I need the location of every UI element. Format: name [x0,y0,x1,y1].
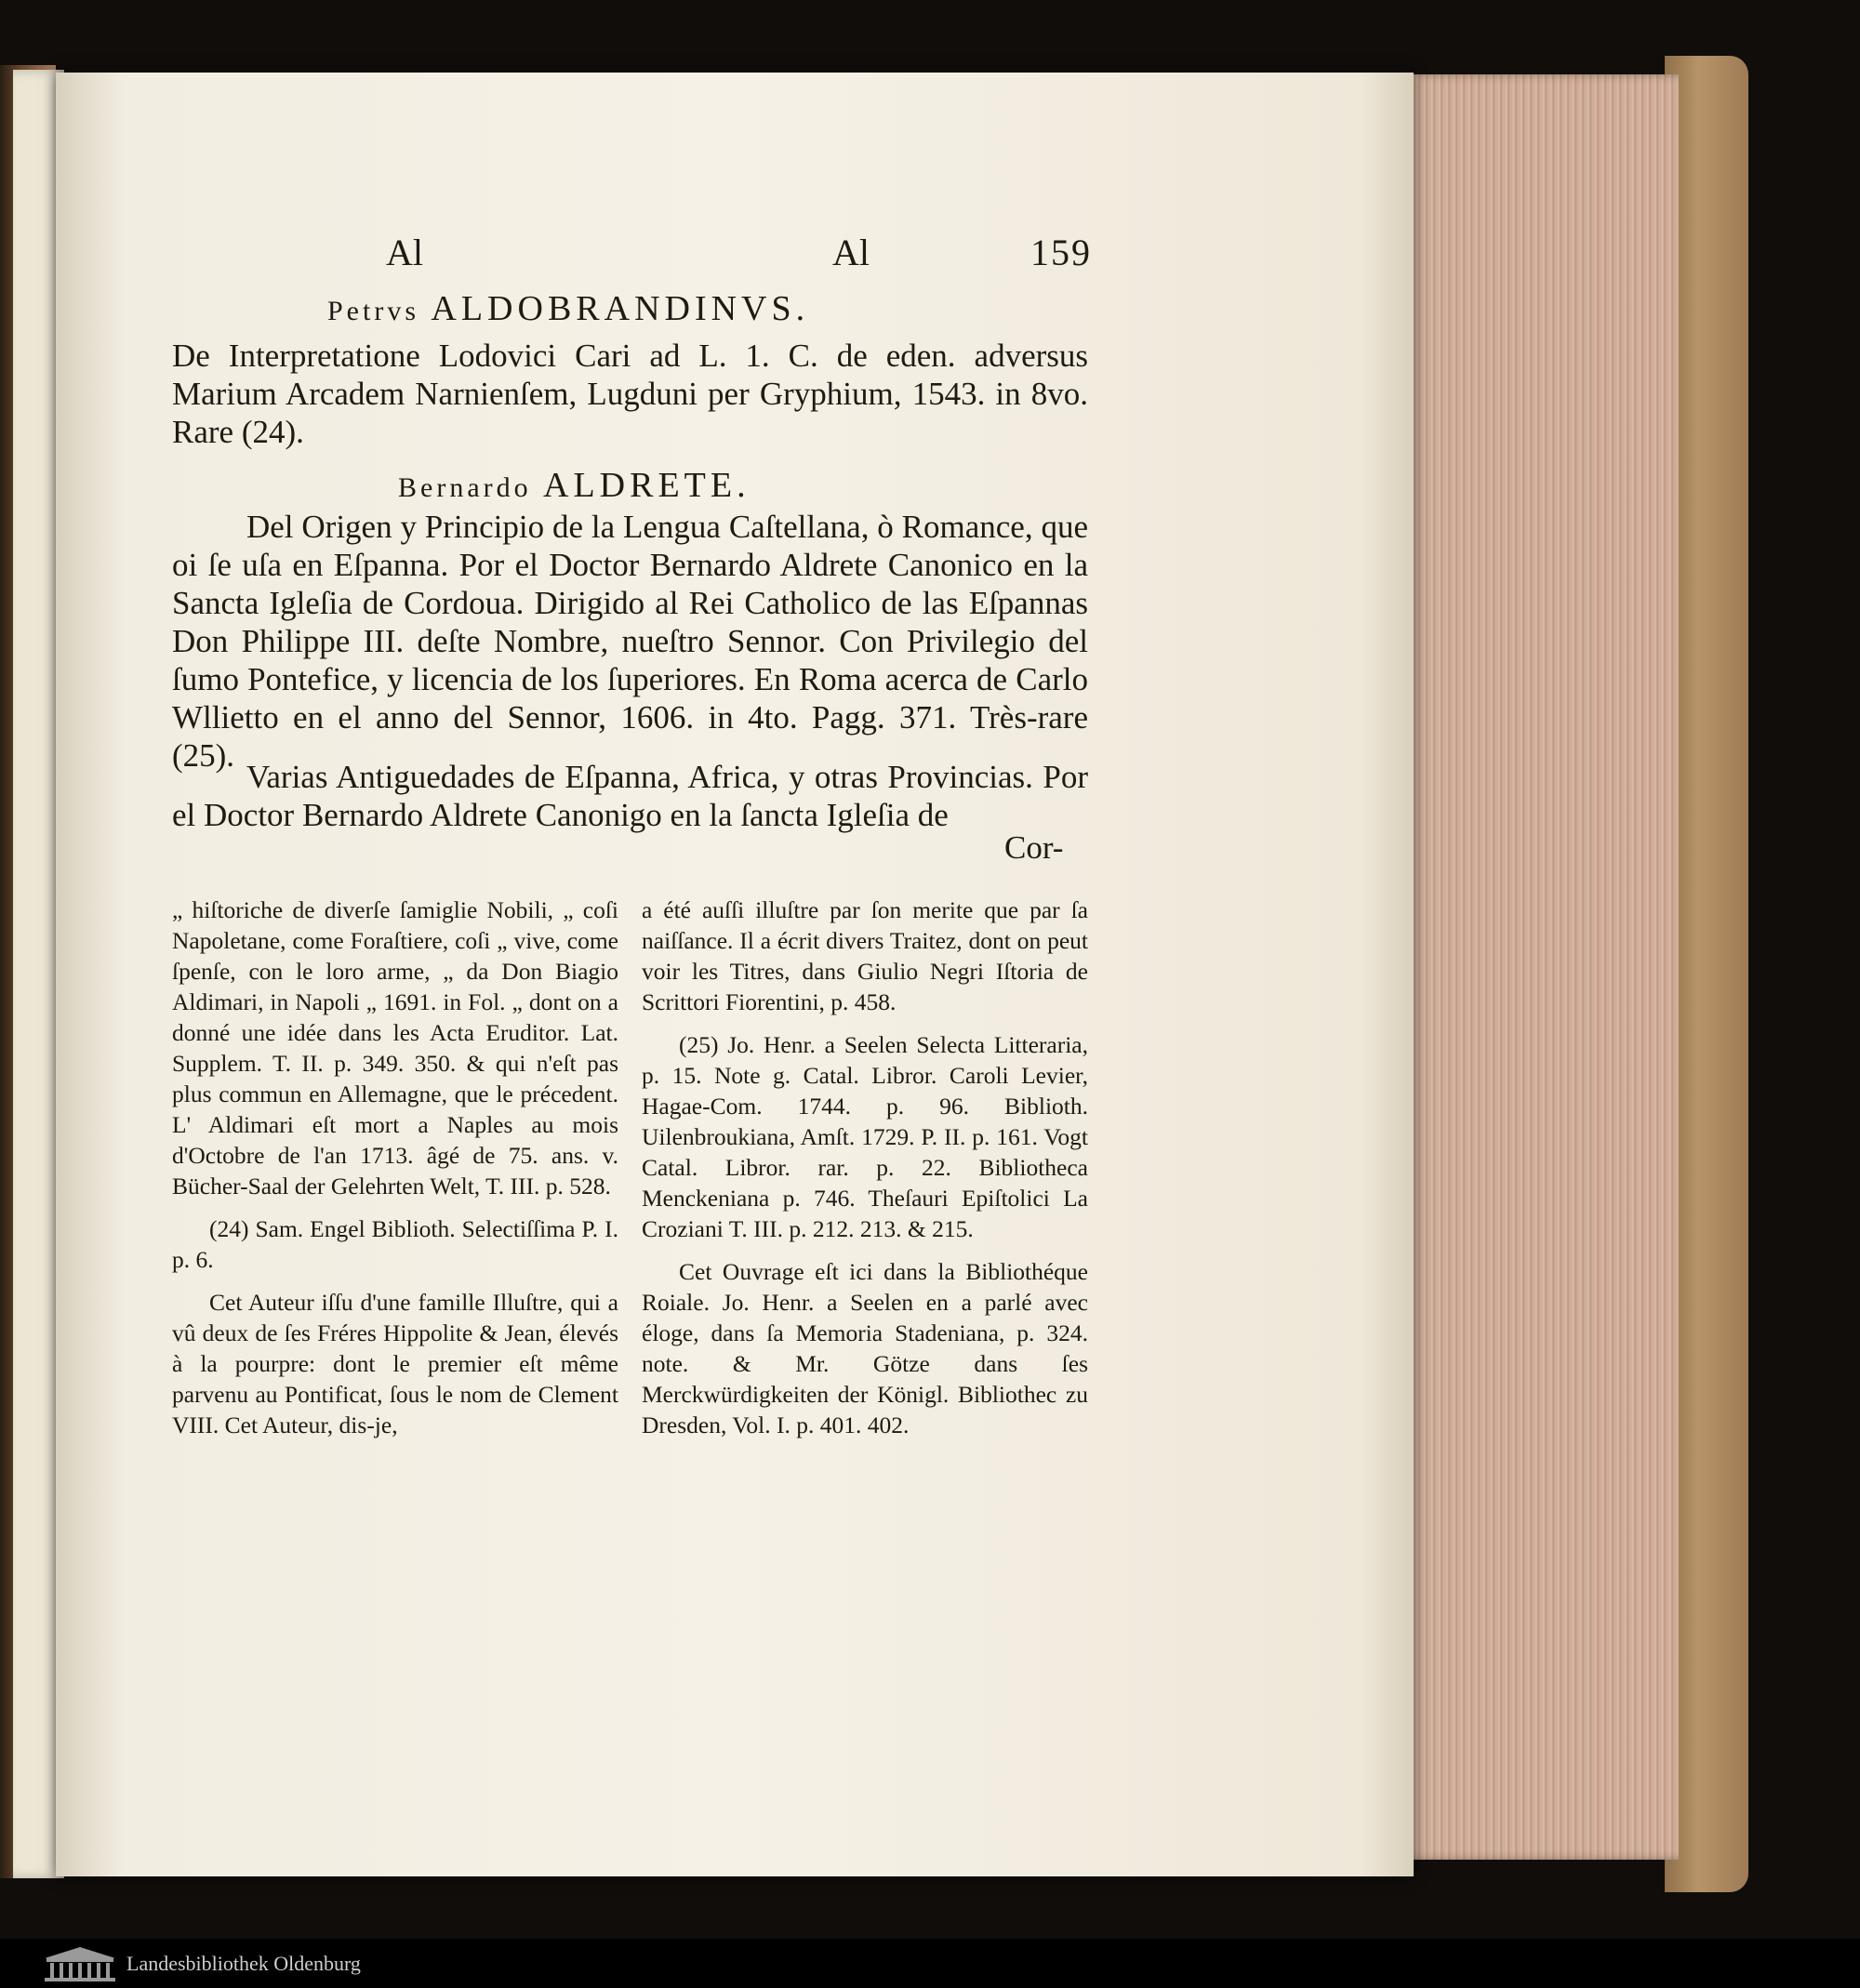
entry-paragraph: De Interpretatione Lodovici Cari ad L. 1. C. de eden. adversus Marium Arcadem Narnienſem, Lugduni per Gryphium, 1543. in 8vo. Rare (24). [172,338,1088,450]
running-head-center: Al [832,232,870,273]
footnotes-right-column [642,895,1088,1452]
page-number: 159 [1030,232,1092,273]
footnote-paragraph: Cet Ouvrage eſt ici dans la Bibliothéque Roiale. Jo. Henr. a Seelen en a parlé avec éloge, dans ſa Memoria Stadeniana, p. 324. note. & Mr. Götze dans ſes Merckwürdigkeiten der Königl. Bibliothec zu Dresden, Vol. I. p. 401. 402. [642,1258,1088,1438]
footnote-paragraph: „ hiſtoriche de diverſe ſamiglie Nobili, „ coſi Napoletane, come Foraſtiere, coſi „ vive, come ſpenſe, con le loro arme, „ da Don Biagio Aldimari, in Napoli „ 1691. in Fol. „ dont on a donné une idée dans les Acta Eruditor. Lat. Supplem. T. II. p. 349. 350. & qui n'eſt pas plus commun en Allemagne, que le précedent. L' Aldimari eſt mort a Naples au mois d'Octobre de l'an 1713. âgé de 75. ans. v. Bücher-Saal der Gelehrten Welt, T. III. p. 528. [172,896,618,1199]
footnote-paragraph: (24) Sam. Engel Biblioth. Selectiſſima P. I. p. 6. [172,1215,618,1273]
page-fore-edge [1400,74,1679,1860]
catchword: Cor- [1004,829,1064,866]
entry-title-aldrete [398,465,751,506]
entry-title-main: ALDRETE. [543,466,751,505]
running-head-left: Al [386,232,423,273]
footnote-paragraph: a été auſſi illuſtre par ſon merite que par ſa naiſſance. Il a écrit divers Traitez, dont on peut voir les Titres, dans Giulio Negri Iſtoria de Scrittori Fiorentini, p. 458. [642,896,1088,1015]
entry-title-prefix: Petrvs [327,296,419,326]
footnotes-left-column [172,895,618,1452]
entry-title-aldobrandinus [327,288,809,329]
entry-title-prefix: Bernardo [398,472,532,503]
library-building-icon [37,1945,123,1982]
footer-library-name: Landesbibliothek Oldenburg [126,1952,361,1975]
entry-paragraph: Varias Antiguedades de Eſpanna, Africa, y otras Provincias. Por el Doctor Bernardo Aldrete Canonigo en la ſancta Igleſia de [172,759,1088,833]
footnote-paragraph: Cet Auteur iſſu d'une famille Illuſtre, qui a vû deux de ſes Fréres Hippolite & Jean, élevés à la pourpre: dont le premier eſt même parvenu au Pontificat, ſous le nom de Clement VIII. Cet Auteur, dis-je, [172,1289,618,1438]
entry-paragraph: Del Origen y Principio de la Lengua Caſtellana, ò Romance, que oi ſe uſa en Eſpanna. Por el Doctor Bernardo Aldrete Canonico en la Sancta Igleſia de Cordoua. Dirigido al Rei Catholico de las Eſpannas Don Philippe III. deſte Nombre, nueſtro Sennor. Con Privilegio del ſumo Pontefice, y licencia de los ſuperiores. En Roma acerca de Carlo Wllietto en el anno del Sennor, 1606. in 4to. Pagg. 371. Très-rare (25). [172,509,1088,774]
footnote-paragraph: (25) Jo. Henr. a Seelen Selecta Litteraria, p. 15. Note g. Catal. Libror. Caroli Levier, Hagae-Com. 1744. p. 96. Biblioth. Uilenbroukiana, Amſt. 1729. P. II. p. 161. Vogt Catal. Libror. rar. p. 22. Bibliotheca Menckeniana p. 746. Theſauri Epiſtolici La Croziani T. III. p. 212. 213. & 215. [642,1031,1088,1242]
entry-title-main: ALDOBRANDINVS. [431,289,810,328]
